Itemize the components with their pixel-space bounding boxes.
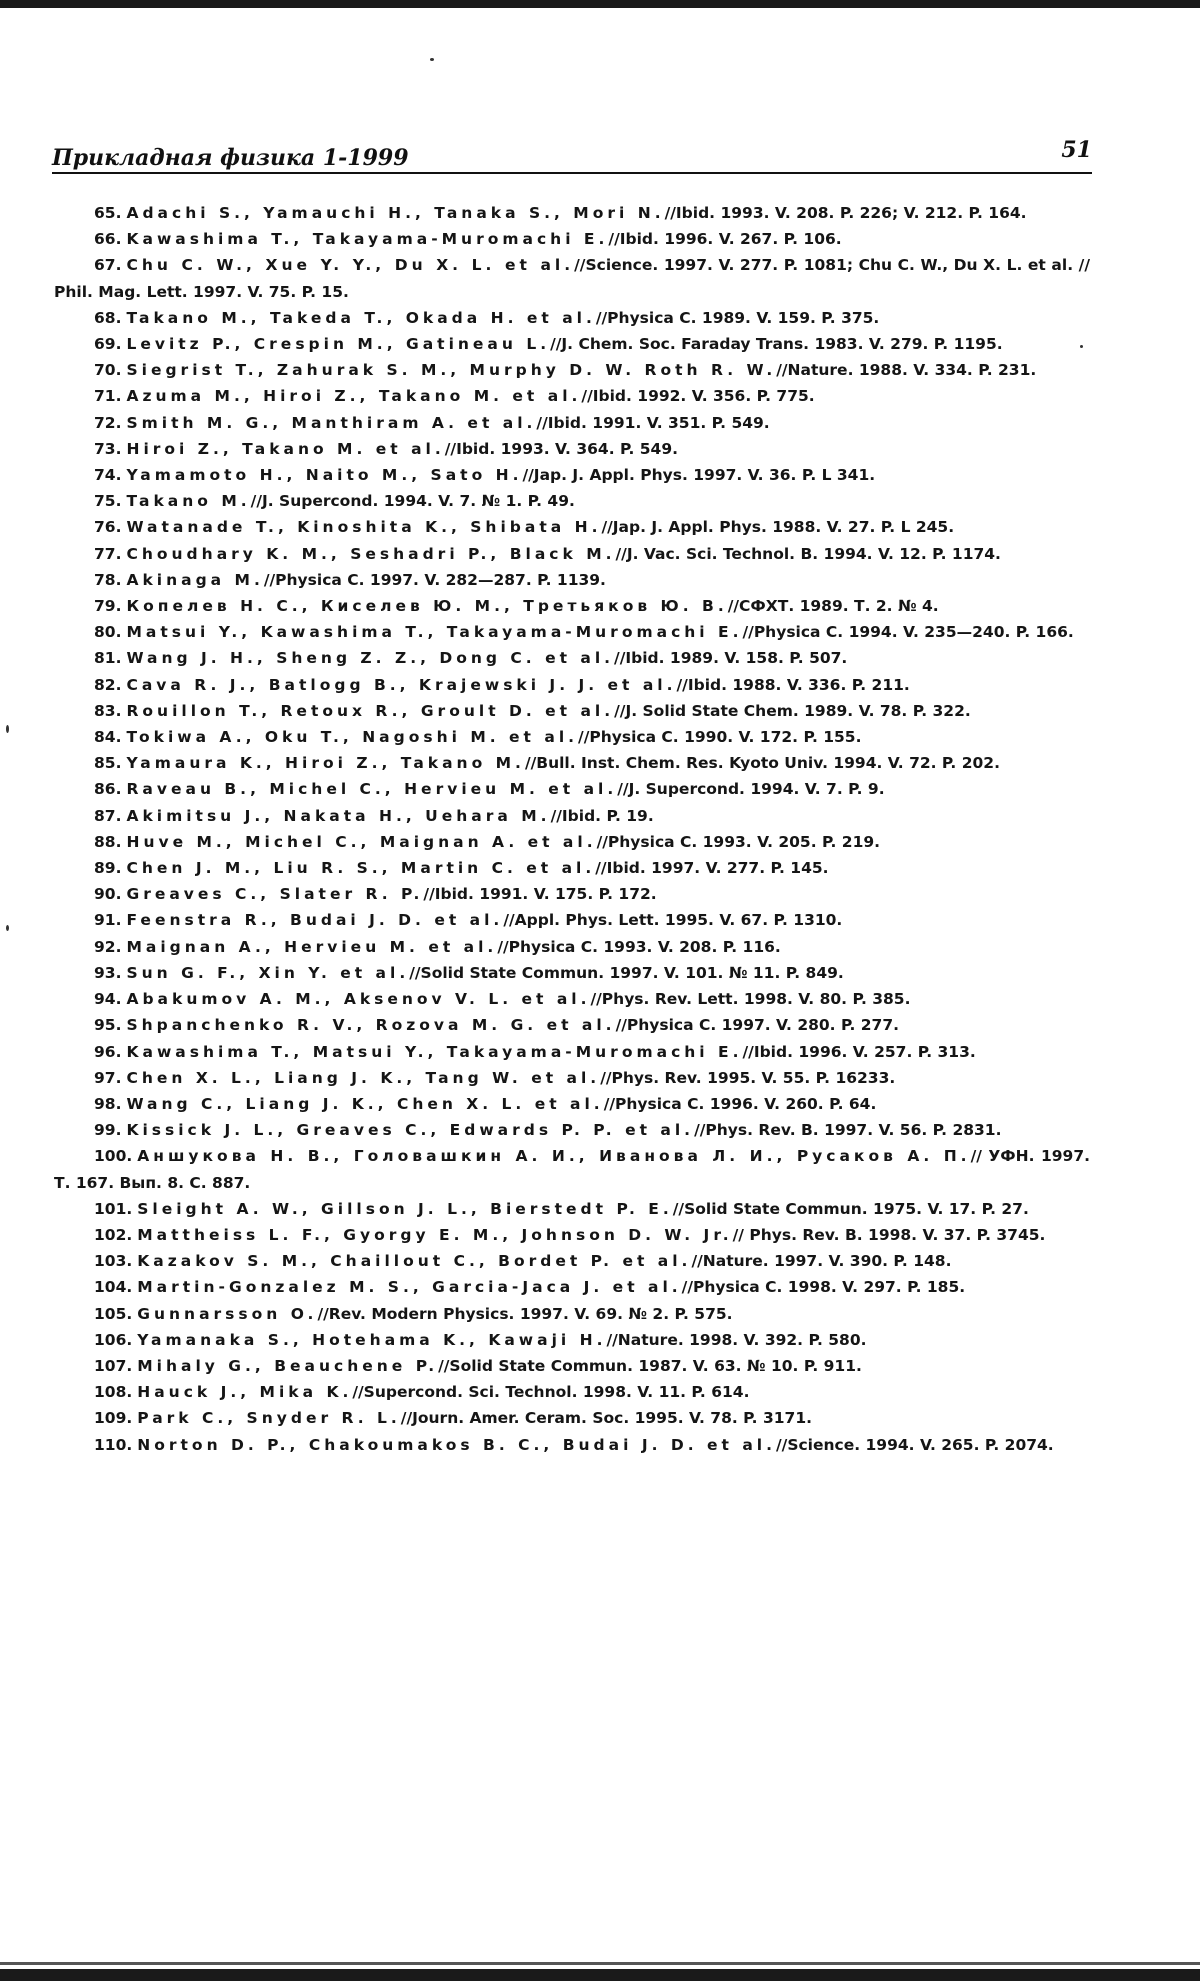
reference-number: 82. bbox=[94, 675, 122, 694]
reference-source: //Supercond. Sci. Technol. 1998. V. 11. P. 614. bbox=[352, 1383, 750, 1402]
scan-speck bbox=[1080, 345, 1083, 348]
reference-source: //СФХТ. 1989. Т. 2. № 4. bbox=[727, 597, 939, 616]
reference-source: //Rev. Modern Physics. 1997. V. 69. № 2. P. 575. bbox=[317, 1304, 733, 1323]
reference-item bbox=[54, 1091, 1090, 1117]
reference-item bbox=[54, 1432, 1090, 1458]
scan-bottom-border bbox=[0, 1969, 1200, 1981]
reference-authors: Chen X. L., Liang J. K., Tang W. et al. bbox=[126, 1068, 601, 1087]
reference-authors: Akimitsu J., Nakata H., Uehara M. bbox=[126, 806, 551, 825]
reference-item bbox=[54, 1248, 1090, 1274]
reference-authors: Adachi S., Yamauchi H., Tanaka S., Mori N. bbox=[126, 204, 665, 222]
reference-source: //Ibid. 1996. V. 257. P. 313. bbox=[742, 1042, 976, 1061]
reference-source: //Ibid. P. 19. bbox=[550, 806, 654, 825]
reference-item bbox=[54, 541, 1090, 567]
reference-source: //Ibid. 1997. V. 277. P. 145. bbox=[595, 859, 829, 878]
reference-number: 88. bbox=[94, 832, 122, 851]
reference-source: //Physica C. 1993. V. 205. P. 219. bbox=[596, 832, 881, 851]
reference-source: //Physica C. 1996. V. 260. P. 64. bbox=[603, 1094, 877, 1113]
scan-bottom-line bbox=[0, 1962, 1200, 1965]
scan-speck bbox=[430, 58, 434, 61]
reference-item bbox=[54, 1012, 1090, 1038]
reference-source: //Phys. Rev. 1995. V. 55. P. 16233. bbox=[600, 1068, 896, 1087]
reference-authors: Аншукова Н. В., Головашкин А. И., Иванова Л. И., Русаков А. П. bbox=[137, 1147, 971, 1166]
reference-authors: Kawashima T., Matsui Y., Takayama-Muromachi E. bbox=[126, 1042, 743, 1061]
page-header bbox=[52, 137, 1092, 175]
reference-authors: Takano M. bbox=[126, 492, 251, 511]
reference-number: 72. bbox=[94, 413, 122, 432]
reference-number: 102. bbox=[94, 1225, 133, 1244]
reference-number: 77. bbox=[94, 544, 122, 563]
reference-item bbox=[54, 357, 1090, 383]
reference-source: //Journ. Amer. Ceram. Soc. 1995. V. 78. P. 3171. bbox=[400, 1409, 812, 1428]
reference-authors: Kawashima T., Takayama-Muromachi E. bbox=[126, 230, 609, 249]
reference-item bbox=[54, 514, 1090, 540]
reference-item bbox=[54, 803, 1090, 829]
reference-authors: Levitz P., Crespin M., Gatineau L. bbox=[126, 335, 551, 354]
reference-source: //J. Supercond. 1994. V. 7. № 1. P. 49. bbox=[250, 492, 575, 511]
reference-number: 78. bbox=[94, 570, 122, 589]
reference-source: //Solid State Commun. 1975. V. 17. P. 27. bbox=[672, 1199, 1029, 1218]
reference-source: //Ibid. 1993. V. 364. P. 549. bbox=[444, 439, 679, 458]
reference-authors: Siegrist T., Zahurak S. M., Murphy D. W. Roth R. W. bbox=[126, 361, 777, 380]
reference-source: //Nature. 1998. V. 392. P. 580. bbox=[606, 1330, 867, 1349]
reference-item bbox=[54, 776, 1090, 802]
reference-item bbox=[54, 1301, 1090, 1327]
reference-item bbox=[54, 724, 1090, 750]
reference-item bbox=[54, 1065, 1090, 1091]
reference-item bbox=[54, 960, 1090, 986]
reference-source: //Appl. Phys. Lett. 1995. V. 67. P. 1310. bbox=[503, 911, 843, 930]
reference-number: 74. bbox=[94, 466, 122, 485]
reference-authors: Hauck J., Mika K. bbox=[137, 1383, 353, 1402]
reference-source: //Physica C. 1989. V. 159. P. 375. bbox=[595, 308, 880, 327]
reference-item bbox=[54, 462, 1090, 488]
reference-number: 97. bbox=[94, 1068, 122, 1087]
reference-source: //Science. 1994. V. 265. P. 2074. bbox=[776, 1435, 1054, 1454]
reference-list bbox=[54, 200, 1090, 1458]
reference-authors: Yamaura K., Hiroi Z., Takano M. bbox=[126, 754, 525, 773]
reference-authors: Gunnarsson O. bbox=[137, 1304, 318, 1323]
reference-item bbox=[54, 1274, 1090, 1300]
reference-item bbox=[54, 1143, 1090, 1195]
reference-authors: Takano M., Takeda T., Okada H. et al. bbox=[126, 308, 596, 327]
reference-authors: Wang J. H., Sheng Z. Z., Dong C. et al. bbox=[126, 649, 615, 668]
reference-item bbox=[54, 1405, 1090, 1431]
reference-source: //Ibid. 1991. V. 351. P. 549. bbox=[536, 413, 770, 432]
reference-item bbox=[54, 331, 1090, 357]
reference-source: //Jap. J. Appl. Phys. 1988. V. 27. P. L 245. bbox=[601, 518, 955, 537]
reference-source: //Ibid. 1989. V. 158. P. 507. bbox=[614, 649, 848, 668]
reference-item bbox=[54, 672, 1090, 698]
reference-authors: Sleight A. W., Gillson J. L., Bierstedt P. E. bbox=[137, 1199, 673, 1218]
reference-number: 101. bbox=[94, 1199, 133, 1218]
reference-number: 96. bbox=[94, 1042, 122, 1061]
reference-item bbox=[54, 1222, 1090, 1248]
reference-authors: Raveau B., Michel C., Hervieu M. et al. bbox=[126, 780, 618, 799]
reference-source: //Phys. Rev. Lett. 1998. V. 80. P. 385. bbox=[590, 990, 911, 1009]
reference-source: //Ibid. 1993. V. 208. P. 226; V. 212. P. 164. bbox=[664, 204, 1027, 222]
reference-authors: Yamamoto H., Naito M., Sato H. bbox=[126, 466, 523, 485]
reference-number: 103. bbox=[94, 1252, 133, 1271]
reference-number: 76. bbox=[94, 518, 122, 537]
reference-item bbox=[54, 226, 1090, 252]
reference-authors: Huve M., Michel C., Maignan A. et al. bbox=[126, 832, 597, 851]
reference-authors: Abakumov A. M., Aksenov V. L. et al. bbox=[126, 990, 591, 1009]
reference-source: // УФН. 1997. Т. 167. Вып. 8. С. 887. bbox=[54, 1147, 1090, 1192]
reference-authors: Копелев Н. С., Киселев Ю. М., Третьяков Ю. В. bbox=[126, 597, 728, 616]
reference-number: 65. bbox=[94, 204, 122, 222]
reference-item bbox=[54, 1117, 1090, 1143]
reference-item bbox=[54, 436, 1090, 462]
reference-item bbox=[54, 907, 1090, 933]
reference-item bbox=[54, 252, 1090, 304]
reference-source: //Nature. 1988. V. 334. P. 231. bbox=[776, 361, 1037, 380]
reference-authors: Sun G. F., Xin Y. et al. bbox=[126, 963, 410, 982]
reference-authors: Kissick J. L., Greaves C., Edwards P. P. et al. bbox=[126, 1121, 695, 1140]
reference-authors: Choudhary K. M., Seshadri P., Black M. bbox=[126, 544, 616, 563]
reference-number: 81. bbox=[94, 649, 122, 668]
reference-authors: Chu C. W., Xue Y. Y., Du X. L. et al. bbox=[126, 256, 575, 275]
reference-number: 107. bbox=[94, 1356, 133, 1375]
reference-number: 70. bbox=[94, 361, 122, 380]
reference-source: //Ibid. 1996. V. 267. P. 106. bbox=[608, 230, 842, 249]
reference-item bbox=[54, 1039, 1090, 1065]
reference-number: 108. bbox=[94, 1383, 133, 1402]
reference-number: 91. bbox=[94, 911, 122, 930]
scan-speck bbox=[6, 925, 9, 931]
reference-authors: Yamanaka S., Hotehama K., Kawaji H. bbox=[137, 1330, 607, 1349]
reference-source: //Physica C. 1994. V. 235—240. P. 166. bbox=[742, 623, 1074, 642]
reference-number: 104. bbox=[94, 1278, 133, 1297]
reference-source: //Physica C. 1997. V. 280. P. 277. bbox=[615, 1016, 900, 1035]
journal-title: Прикладная физика 1-1999 bbox=[52, 145, 409, 171]
scan-top-border bbox=[0, 0, 1200, 8]
reference-item bbox=[54, 829, 1090, 855]
reference-item bbox=[54, 1353, 1090, 1379]
reference-source: //Jap. J. Appl. Phys. 1997. V. 36. P. L 341. bbox=[522, 466, 876, 485]
reference-item bbox=[54, 698, 1090, 724]
reference-authors: Mihaly G., Beauchene P. bbox=[137, 1356, 439, 1375]
reference-authors: Wang C., Liang J. K., Chen X. L. et al. bbox=[126, 1094, 604, 1113]
reference-authors: Azuma M., Hiroi Z., Takano M. et al. bbox=[126, 387, 582, 406]
reference-number: 98. bbox=[94, 1094, 122, 1113]
reference-source: //Physica C. 1998. V. 297. P. 185. bbox=[681, 1278, 966, 1297]
reference-number: 71. bbox=[94, 387, 122, 406]
reference-authors: Shpanchenko R. V., Rozova M. G. et al. bbox=[126, 1016, 616, 1035]
reference-number: 94. bbox=[94, 990, 122, 1009]
reference-item bbox=[54, 305, 1090, 331]
reference-number: 90. bbox=[94, 885, 122, 904]
reference-authors: Smith M. G., Manthiram A. et al. bbox=[126, 413, 537, 432]
reference-source: //Phys. Rev. B. 1997. V. 56. P. 2831. bbox=[694, 1121, 1002, 1140]
reference-authors: Greaves C., Slater R. P. bbox=[126, 885, 424, 904]
reference-source: //Bull. Inst. Chem. Res. Kyoto Univ. 1994. V. 72. P. 202. bbox=[524, 754, 1000, 773]
reference-number: 87. bbox=[94, 806, 122, 825]
reference-number: 109. bbox=[94, 1409, 133, 1428]
reference-item bbox=[54, 488, 1090, 514]
reference-source: //J. Supercond. 1994. V. 7. P. 9. bbox=[617, 780, 885, 799]
reference-source: //Physica C. 1990. V. 172. P. 155. bbox=[578, 728, 862, 747]
reference-item bbox=[54, 410, 1090, 436]
reference-number: 80. bbox=[94, 623, 122, 642]
reference-source: //Ibid. 1992. V. 356. P. 775. bbox=[581, 387, 815, 406]
reference-number: 85. bbox=[94, 754, 122, 773]
reference-item bbox=[54, 855, 1090, 881]
reference-item bbox=[54, 986, 1090, 1012]
reference-authors: Akinaga M. bbox=[126, 570, 264, 589]
reference-source: //Ibid. 1991. V. 175. P. 172. bbox=[423, 885, 657, 904]
reference-item bbox=[54, 934, 1090, 960]
reference-item bbox=[54, 567, 1090, 593]
reference-authors: Watanade T., Kinoshita K., Shibata H. bbox=[126, 518, 602, 537]
reference-number: 69. bbox=[94, 335, 122, 354]
reference-source: //Physica C. 1993. V. 208. P. 116. bbox=[497, 937, 781, 956]
reference-authors: Feenstra R., Budai J. D. et al. bbox=[126, 911, 504, 930]
reference-item bbox=[54, 750, 1090, 776]
reference-item bbox=[54, 1196, 1090, 1222]
reference-number: 68. bbox=[94, 308, 122, 327]
reference-number: 79. bbox=[94, 597, 122, 616]
reference-number: 86. bbox=[94, 780, 122, 799]
reference-number: 100. bbox=[94, 1147, 133, 1166]
reference-item bbox=[54, 1327, 1090, 1353]
reference-number: 105. bbox=[94, 1304, 133, 1323]
reference-authors: Martin-Gonzalez M. S., Garcia-Jaca J. et al. bbox=[137, 1278, 682, 1297]
reference-number: 73. bbox=[94, 439, 122, 458]
reference-authors: Hiroi Z., Takano M. et al. bbox=[126, 439, 445, 458]
reference-authors: Kazakov S. M., Chaillout C., Bordet P. et al. bbox=[137, 1252, 692, 1271]
reference-number: 93. bbox=[94, 963, 122, 982]
reference-source: //Science. 1997. V. 277. P. 1081; Chu C. W., Du X. L. et al. // Phil. Mag. Lett. 1997. V. 75. P. 15. bbox=[54, 256, 1090, 301]
reference-source: //Physica C. 1997. V. 282—287. P. 1139. bbox=[263, 570, 606, 589]
reference-number: 84. bbox=[94, 728, 122, 747]
reference-number: 89. bbox=[94, 859, 122, 878]
reference-authors: Matsui Y., Kawashima T., Takayama-Muromachi E. bbox=[126, 623, 743, 642]
reference-item bbox=[54, 645, 1090, 671]
reference-item bbox=[54, 1379, 1090, 1405]
reference-number: 83. bbox=[94, 701, 122, 720]
reference-authors: Park C., Snyder R. L. bbox=[137, 1409, 401, 1428]
scan-speck bbox=[6, 725, 9, 733]
reference-number: 106. bbox=[94, 1330, 133, 1349]
reference-number: 99. bbox=[94, 1121, 122, 1140]
reference-authors: Tokiwa A., Oku T., Nagoshi M. et al. bbox=[126, 728, 579, 747]
reference-number: 75. bbox=[94, 492, 122, 511]
reference-authors: Mattheiss L. F., Gyorgy E. M., Johnson D. W. Jr. bbox=[137, 1225, 733, 1244]
reference-authors: Cava R. J., Batlogg B., Krajewski J. J. et al. bbox=[126, 675, 677, 694]
reference-number: 67. bbox=[94, 256, 122, 275]
reference-number: 95. bbox=[94, 1016, 122, 1035]
reference-item bbox=[54, 200, 1090, 226]
reference-item bbox=[54, 593, 1090, 619]
reference-item bbox=[54, 619, 1090, 645]
reference-source: //Nature. 1997. V. 390. P. 148. bbox=[691, 1252, 952, 1271]
reference-authors: Rouillon T., Retoux R., Groult D. et al. bbox=[126, 701, 615, 720]
reference-authors: Maignan A., Hervieu M. et al. bbox=[126, 937, 498, 956]
reference-authors: Norton D. P., Chakoumakos B. C., Budai J. D. et al. bbox=[137, 1435, 776, 1454]
reference-item bbox=[54, 383, 1090, 409]
page-number: 51 bbox=[1061, 137, 1092, 163]
reference-authors: Chen J. M., Liu R. S., Martin C. et al. bbox=[126, 859, 596, 878]
reference-item bbox=[54, 881, 1090, 907]
reference-source: //J. Chem. Soc. Faraday Trans. 1983. V. 279. P. 1195. bbox=[550, 335, 1003, 354]
reference-number: 110. bbox=[94, 1435, 133, 1454]
reference-source: //Ibid. 1988. V. 336. P. 211. bbox=[676, 675, 910, 694]
header-rule bbox=[52, 172, 1092, 174]
reference-source: // Phys. Rev. B. 1998. V. 37. P. 3745. bbox=[732, 1225, 1046, 1244]
reference-source: //Solid State Commun. 1987. V. 63. № 10. P. 911. bbox=[438, 1356, 862, 1375]
reference-source: //Solid State Commun. 1997. V. 101. № 11. P. 849. bbox=[409, 963, 844, 982]
reference-number: 66. bbox=[94, 230, 122, 249]
reference-source: //J. Solid State Chem. 1989. V. 78. P. 322. bbox=[614, 701, 971, 720]
reference-number: 92. bbox=[94, 937, 122, 956]
reference-source: //J. Vac. Sci. Technol. B. 1994. V. 12. P. 1174. bbox=[615, 544, 1001, 563]
